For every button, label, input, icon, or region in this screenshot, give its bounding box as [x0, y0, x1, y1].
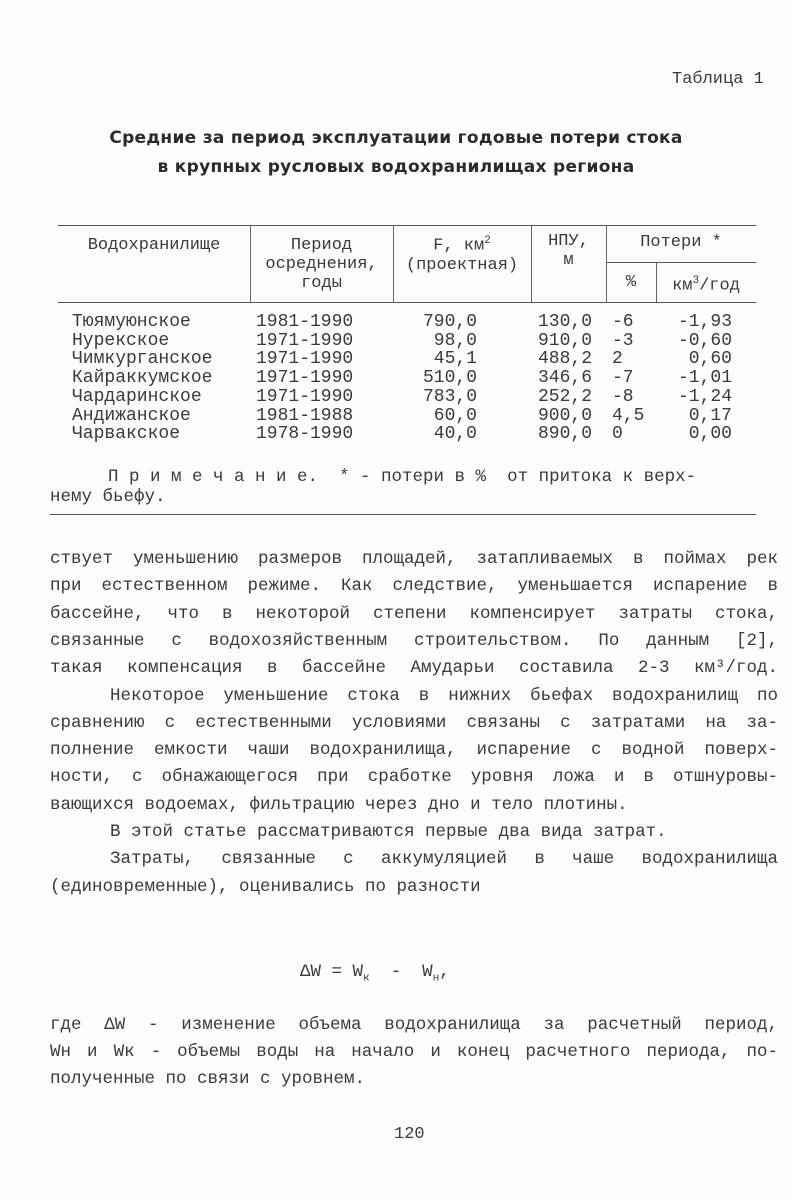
- header-period-line: Период: [290, 236, 353, 255]
- cell-area: 783,0: [422, 386, 477, 407]
- table-title-line-2: в крупных русловых водохранилищах региона: [157, 157, 635, 177]
- cell-area: 790,0: [422, 312, 477, 332]
- header-npu: [531, 232, 606, 270]
- cell-pct: 2: [612, 349, 623, 370]
- cell-area: 510,0: [422, 368, 477, 389]
- formula-part: - W: [369, 962, 433, 982]
- header-losses-vol: [656, 272, 756, 296]
- header-vol-text: /год: [699, 276, 740, 296]
- table-row: [0, 425, 792, 444]
- cell-npu: 890,0: [537, 424, 592, 445]
- table-row: [0, 350, 792, 369]
- header-period-line: годы: [301, 274, 342, 293]
- header-area-sub: (проектная): [405, 255, 519, 275]
- body-line: вающихся водоемах, фильтрацию через дно и тело плотины.: [50, 794, 628, 815]
- body-line: полнение емкости чаши водохранилища, испарение с водной поверх-: [50, 740, 778, 761]
- cell-npu: 252,2: [537, 386, 592, 407]
- cell-area: 60,0: [433, 405, 477, 426]
- cell-npu: 900,0: [537, 405, 592, 426]
- table-row: [0, 388, 792, 407]
- header-losses-pct: %: [625, 273, 637, 292]
- cell-area: 40,0: [433, 424, 477, 445]
- body-line: такая компенсация в бассейне Амударьи составила 2-3 км³/год.: [50, 658, 778, 679]
- cell-period: 1971-1990: [256, 368, 354, 389]
- cell-name: Чарвакское: [72, 424, 181, 445]
- cell-pct: -8: [612, 386, 634, 407]
- body-line: ности, с обнажающегося при сработке уровня ложа и в отшнуровы-: [50, 767, 778, 788]
- table-row: [0, 369, 792, 388]
- cell-period: 1971-1990: [256, 330, 354, 351]
- header-period-line: осреднения,: [265, 255, 378, 274]
- cell-npu: 910,0: [537, 330, 592, 351]
- page-number: 120: [394, 1125, 425, 1144]
- table-note-line-2: нему бьефу.: [50, 487, 166, 507]
- cell-name: Андижанское: [72, 405, 191, 426]
- table-bottom-rule: [50, 514, 756, 515]
- header-bottom-rule: [58, 302, 756, 303]
- formula-part: ,: [439, 962, 450, 982]
- losses-subrule: [606, 262, 756, 263]
- body-line: Wн и Wк - объемы воды на начало и конец расчетного периода, по-: [50, 1042, 778, 1062]
- cell-name: Тюямуюнское: [72, 312, 191, 332]
- body-line: (единовременные), оценивались по разности: [50, 876, 481, 897]
- cell-vol: 0,60: [688, 349, 732, 370]
- table-note-line-1: П р и м е ч а н и е. * - потери в % от притока к верх-: [108, 467, 697, 487]
- body-line: Некоторое уменьшение стока в нижних бьефах водохранилищ по: [110, 685, 778, 706]
- cell-pct: -3: [612, 330, 634, 351]
- cell-name: Чардаринское: [72, 386, 202, 407]
- body-line: Затраты, связанные с аккумуляцией в чаше водохранилища: [110, 849, 778, 870]
- cell-area: 98,0: [433, 330, 477, 351]
- header-area: [393, 232, 531, 275]
- cell-vol: -0,60: [677, 330, 732, 351]
- cell-name: Кайраккумское: [72, 368, 213, 389]
- header-reservoir: Водохранилище: [87, 236, 221, 255]
- table-row: [0, 407, 792, 426]
- body-line: связанные с водохозяйственным строительством. По данным [2],: [50, 630, 778, 651]
- cell-vol: 0,17: [688, 405, 732, 426]
- body-line: полученные по связи с уровнем.: [50, 1069, 366, 1089]
- cell-pct: 4,5: [612, 405, 645, 426]
- header-vol-sup: 3: [692, 275, 700, 287]
- header-vol-text: км: [672, 276, 693, 296]
- table-title-line-1: Средние за период эксплуатации годовые потери стока: [109, 128, 683, 148]
- body-line: при естественном режиме. Как следствие, уменьшается испарение в: [50, 576, 778, 597]
- cell-pct: -7: [612, 368, 634, 389]
- table-row: [0, 332, 792, 351]
- cell-area: 45,1: [433, 349, 477, 370]
- formula-sub: к: [363, 972, 370, 985]
- formula: [300, 962, 450, 985]
- header-area-text: F, км: [433, 236, 485, 256]
- cell-period: 1971-1990: [256, 349, 354, 370]
- cell-npu: 130,0: [537, 312, 592, 332]
- header-losses: Потери *: [640, 233, 722, 252]
- header-period: [250, 236, 393, 293]
- cell-name: Чимкурганское: [72, 349, 213, 370]
- table-label: Таблица 1: [672, 70, 764, 89]
- cell-pct: -6: [612, 312, 634, 332]
- cell-vol: -1,93: [677, 312, 732, 332]
- cell-npu: 488,2: [537, 349, 592, 370]
- cell-npu: 346,6: [537, 368, 592, 389]
- body-line: ствует уменьшению размеров площадей, затапливаемых в поймах рек: [50, 549, 778, 569]
- header-npu-line: НПУ,: [548, 232, 589, 251]
- cell-period: 1978-1990: [256, 424, 354, 445]
- body-line: сравнению с естественными условиями связаны с затратами на за-: [50, 712, 778, 733]
- header-area-sup: 2: [484, 235, 491, 247]
- table-top-rule: [58, 225, 756, 226]
- body-line: бассейне, что в некоторой степени компенсирует затраты стока,: [50, 603, 778, 624]
- body-line: где ΔW - изменение объема водохранилища за расчетный период,: [50, 1015, 778, 1035]
- body-line: В этой статье рассматриваются первые два вида затрат.: [110, 822, 667, 842]
- cell-vol: 0,00: [688, 424, 732, 445]
- table-row: [0, 313, 792, 332]
- cell-vol: -1,24: [677, 386, 732, 407]
- header-npu-line: м: [563, 251, 574, 270]
- formula-part: ΔW = W: [300, 962, 364, 982]
- formula-sub: н: [432, 972, 440, 985]
- cell-period: 1981-1988: [256, 405, 354, 426]
- cell-period: 1981-1990: [256, 312, 354, 332]
- cell-vol: -1,01: [677, 368, 732, 389]
- cell-pct: 0: [612, 424, 623, 445]
- cell-period: 1971-1990: [256, 386, 354, 407]
- cell-name: Нурекское: [72, 330, 170, 351]
